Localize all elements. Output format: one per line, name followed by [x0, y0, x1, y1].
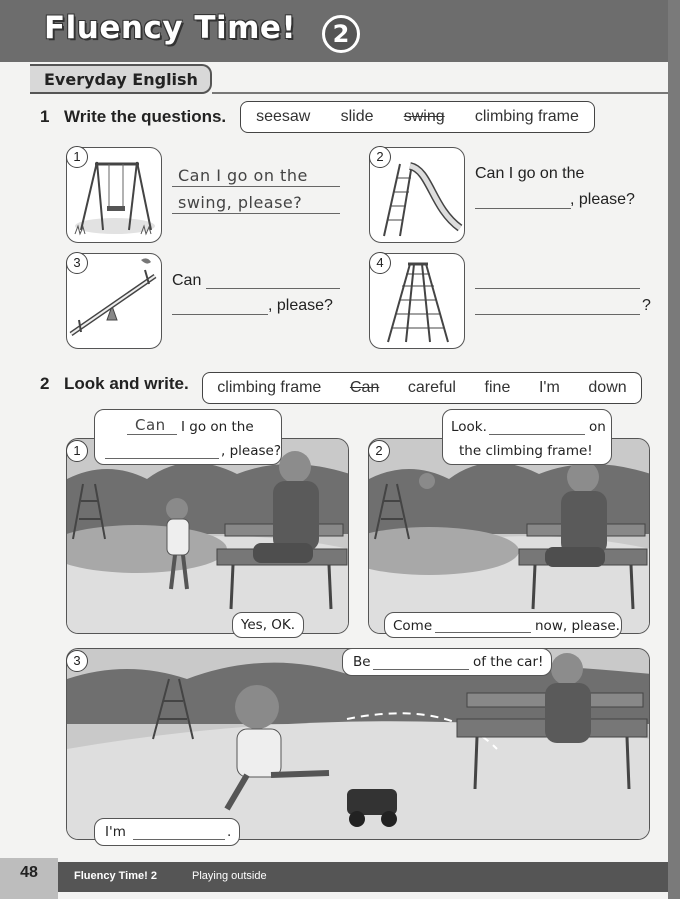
word-box-word: climbing frame	[474, 108, 579, 125]
answer-line	[206, 288, 340, 289]
bubble-text: Look.	[451, 419, 487, 435]
speech-bubble	[442, 409, 612, 465]
section-title: Everyday English	[44, 70, 198, 89]
answer-line	[133, 839, 225, 840]
footer-bar	[58, 862, 668, 892]
park-scene-illustration	[67, 439, 349, 634]
word-box-word: slide	[340, 108, 374, 125]
question-prompt: Can I go on the	[475, 165, 585, 182]
page-number: 48	[0, 858, 58, 899]
word-box-word: careful	[407, 379, 456, 396]
answer-line	[127, 434, 177, 435]
park-scene-3	[66, 648, 650, 840]
exercise-2-word-box	[202, 372, 642, 404]
bubble-text: on	[589, 419, 606, 435]
section-rule	[212, 92, 668, 94]
word-box-word-used: Can	[349, 379, 380, 396]
answer-line	[172, 213, 340, 214]
park-scene-illustration	[67, 649, 650, 840]
word-box-word: fine	[484, 379, 511, 396]
item-number-badge: 1	[66, 146, 88, 168]
page-title: Fluency Time!	[44, 10, 297, 46]
answer-line	[475, 314, 640, 315]
page-edge	[668, 0, 680, 899]
bubble-text: , please?	[221, 443, 281, 459]
answer-line	[373, 669, 469, 670]
bubble-text: .	[227, 824, 232, 840]
word-box-word: climbing frame	[217, 379, 322, 396]
bubble-text: of the car!	[473, 654, 544, 670]
question-ending: , please?	[570, 191, 635, 208]
word-box-word: seesaw	[256, 108, 311, 125]
footer-unit: Fluency Time! 2	[74, 870, 157, 882]
word-box-word: down	[588, 379, 627, 396]
bubble-text: Come	[393, 618, 433, 634]
question-prompt: Can	[172, 272, 202, 289]
bubble-text: now, please.	[535, 618, 620, 634]
scene-number-badge: 1	[66, 440, 88, 462]
exercise-1-title: Write the questions.	[64, 107, 227, 126]
item-number-badge: 4	[369, 252, 391, 274]
speech-bubble	[384, 612, 622, 638]
title-number-badge: 2	[322, 15, 360, 53]
park-scene-2	[368, 438, 650, 634]
speech-bubble	[232, 612, 304, 638]
park-scene-illustration	[369, 439, 650, 634]
exercise-2-number: 2	[40, 374, 50, 393]
item-number-badge: 3	[66, 252, 88, 274]
answer-line	[172, 186, 340, 187]
answer-line	[475, 208, 571, 209]
scene-number-badge: 2	[368, 440, 390, 462]
section-tab	[30, 64, 212, 94]
bubble-text: I go on the	[181, 419, 254, 435]
answer-line	[105, 458, 219, 459]
speech-bubble	[342, 648, 552, 676]
question-ending: ?	[642, 297, 651, 314]
speech-bubble	[94, 818, 240, 846]
item-number-badge: 2	[369, 146, 391, 168]
scene-number-badge: 3	[66, 650, 88, 672]
word-box-word: I'm	[538, 379, 560, 396]
page-footer	[0, 858, 668, 899]
question-ending: , please?	[268, 297, 333, 314]
answer-handwriting: Can	[135, 416, 166, 434]
exercise-1-word-box	[240, 101, 595, 133]
answer-line	[489, 434, 585, 435]
bubble-text: Be	[353, 654, 371, 670]
park-scene-1	[66, 438, 349, 634]
bubble-text: I'm	[105, 824, 126, 840]
answer-line	[475, 288, 640, 289]
header-banner	[0, 0, 668, 62]
exercise-2-title: Look and write.	[64, 374, 189, 393]
exercise-1-number: 1	[40, 107, 50, 126]
answer-line	[172, 314, 268, 315]
speech-bubble	[94, 409, 282, 465]
answer-handwriting: Can I go on the	[178, 166, 308, 185]
footer-topic: Playing outside	[192, 870, 267, 882]
bubble-text: Yes, OK.	[240, 617, 296, 633]
word-box-word-used: swing	[403, 108, 445, 125]
bubble-text: the climbing frame!	[459, 443, 593, 459]
answer-line	[435, 632, 531, 633]
answer-handwriting: swing, please?	[178, 193, 303, 212]
